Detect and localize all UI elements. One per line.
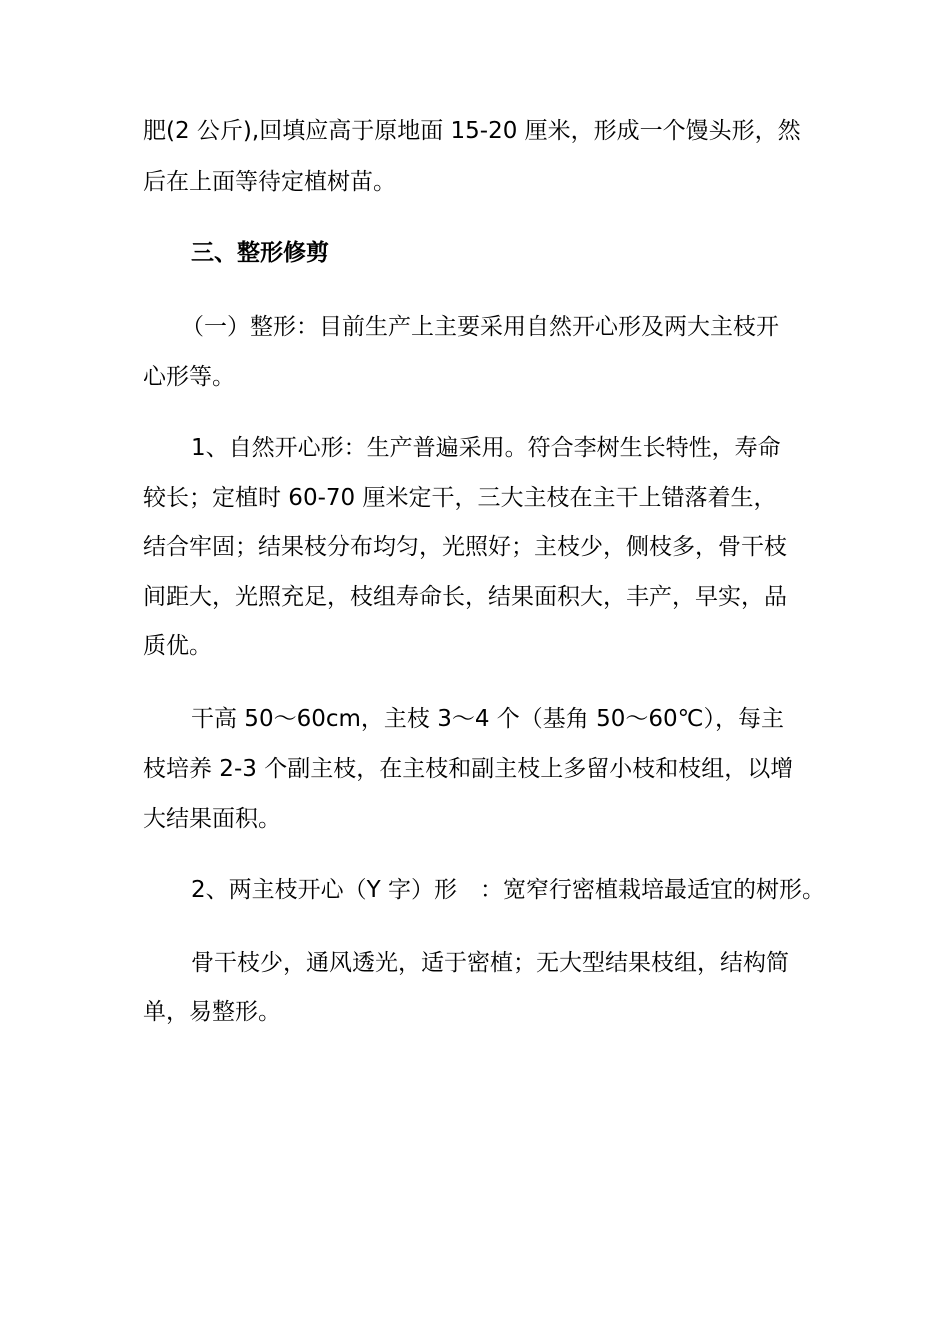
- text-line: 枝培养 2-3 个副主枝，在主枝和副主枝上多留小枝和枝组，以增: [143, 756, 794, 782]
- text-line: 心形等。: [143, 364, 235, 390]
- text-line: 1、自然开心形：生产普遍采用。符合李树生长特性，寿命: [191, 435, 781, 461]
- text-line: 干高 50～60cm，主枝 3～4 个（基角 50～60℃），每主: [191, 706, 784, 732]
- section-heading: 三、整形修剪: [191, 240, 329, 266]
- text-line: 肥(2 公斤),回填应高于原地面 15-20 厘米，形成一个馒头形，然: [143, 118, 801, 144]
- text-line: 骨干枝少，通风透光，适于密植；无大型结果枝组，结构简: [191, 950, 789, 976]
- text-line: 结合牢固；结果枝分布均匀，光照好；主枝少，侧枝多，骨干枝: [143, 534, 787, 560]
- text-line: 后在上面等待定植树苗。: [143, 169, 396, 195]
- text-line: 大结果面积。: [143, 806, 281, 832]
- text-line: 间距大，光照充足，枝组寿命长，结果面积大，丰产，早实，品: [143, 584, 787, 610]
- text-line: 质优。: [143, 633, 212, 659]
- text-line: （一）整形：目前生产上主要采用自然开心形及两大主枝开: [181, 314, 779, 340]
- text-line: 2、两主枝开心（Y 字）形 ：宽窄行密植栽培最适宜的树形。: [191, 877, 825, 903]
- text-line: 单，易整形。: [143, 999, 281, 1025]
- text-line: 较长；定植时 60-70 厘米定干，三大主枝在主干上错落着生，: [143, 485, 777, 511]
